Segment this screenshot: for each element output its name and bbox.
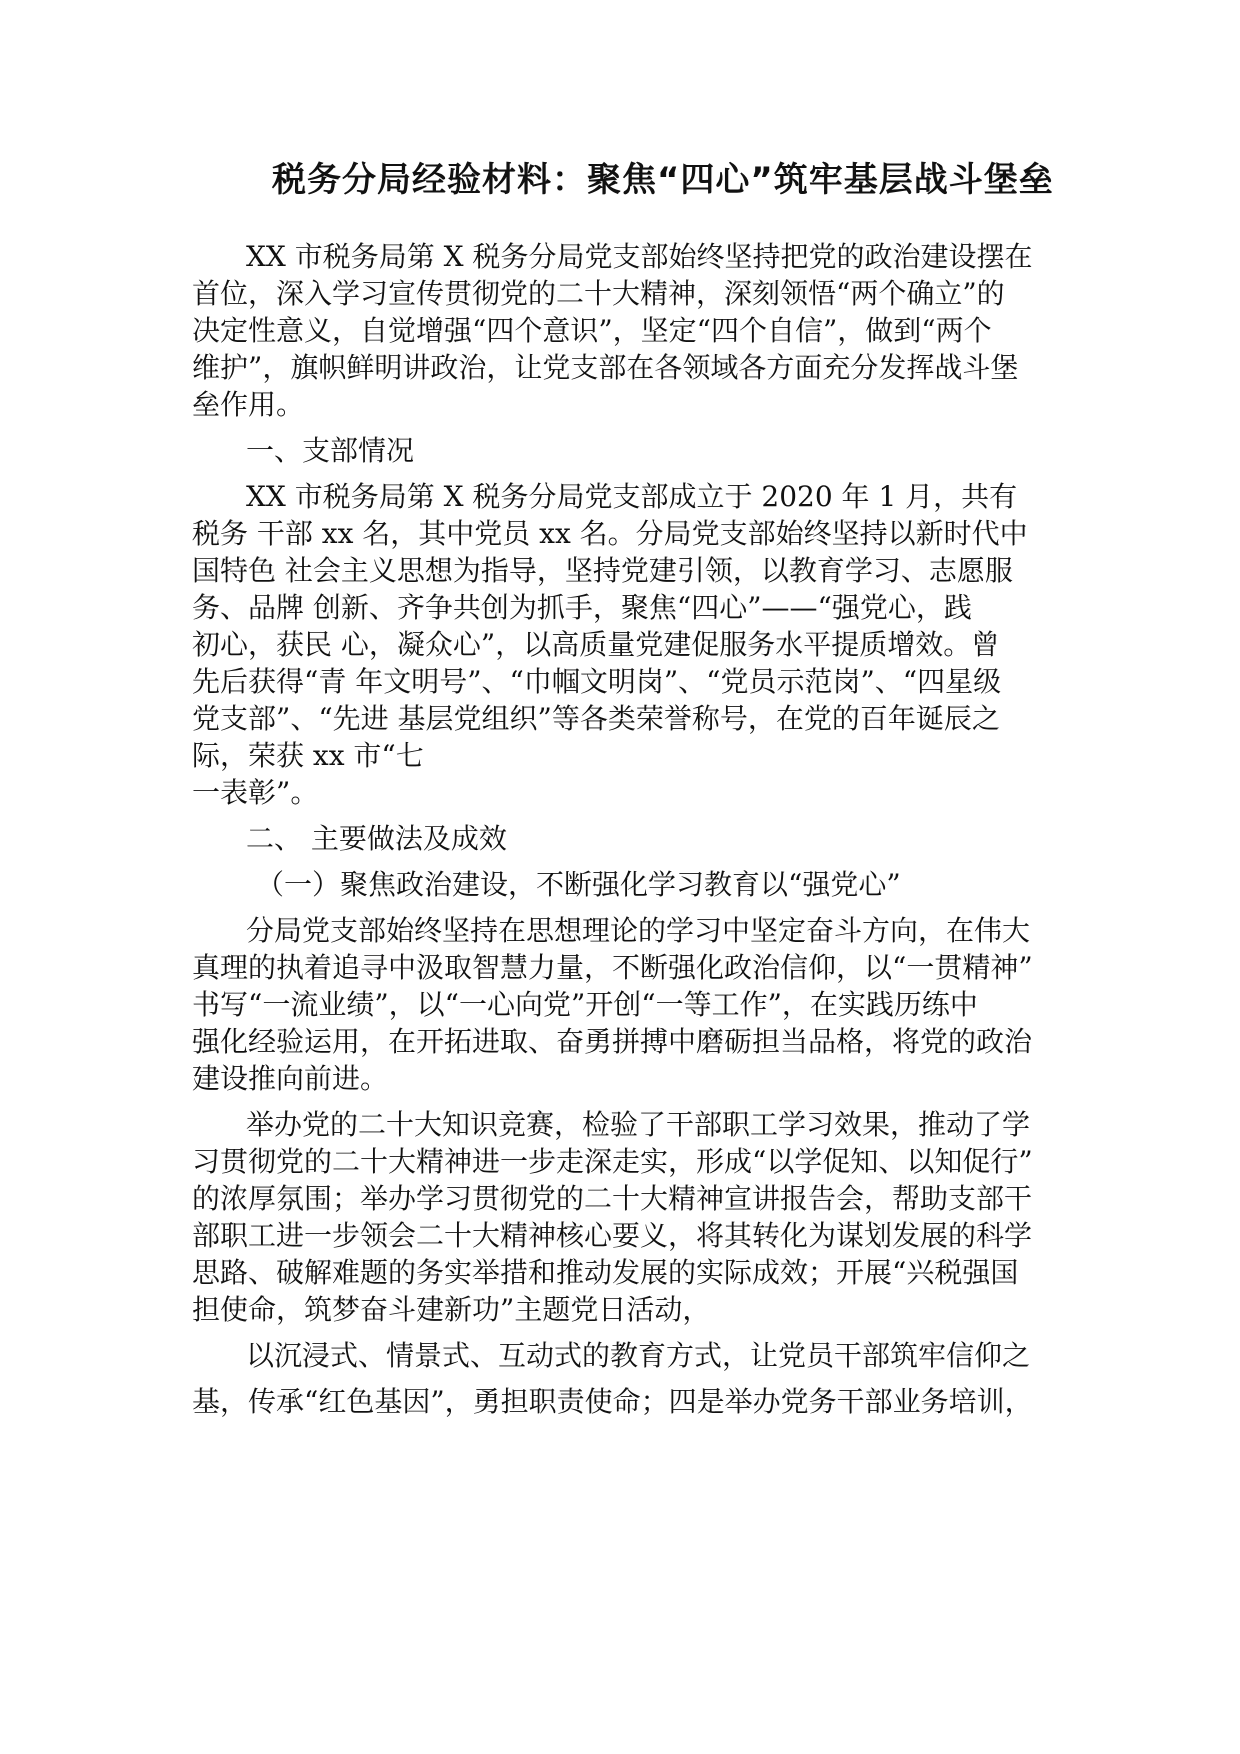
paragraph-line: 举办党的二十大知识竞赛，检验了干部职工学习效果，推动了学 xyxy=(246,1108,1031,1141)
paragraph-line: 强化经验运用，在开拓进取、奋勇拼搏中磨砺担当品格，将党的政治 xyxy=(192,1025,1033,1058)
document-title: 税务分局经验材料：聚焦“四心”筑牢基层战斗堡垒 xyxy=(272,160,1054,200)
paragraph-line: 基，传承“红色基因”，勇担职责使命；四是举办党务干部业务培训， xyxy=(192,1385,1033,1418)
paragraph-line: 以沉浸式、情景式、互动式的教育方式，让党员干部筑牢信仰之 xyxy=(246,1339,1031,1372)
paragraph-line: 税务 干部 xx 名，其中党员 xx 名。分局党支部始终坚持以新时代中 xyxy=(192,517,1028,550)
paragraph-line: 国特色 社会主义思想为指导，坚持党建引领，以教育学习、志愿服 xyxy=(192,554,1013,587)
paragraph-line: 初心，获民 心，凝众心”，以高质量党建促服务水平提质增效。曾 xyxy=(192,628,1000,661)
paragraph-line: 先后获得“青 年文明号”、“巾帼文明岗”、“党员示范岗”、“四星级 xyxy=(192,665,1002,698)
section-heading: 二、 主要做法及成效 xyxy=(246,822,507,855)
paragraph-line: 首位，深入学习宣传贯彻党的二十大精神，深刻领悟“两个确立”的 xyxy=(192,277,1005,310)
paragraph-line: 部职工进一步领会二十大精神核心要义，将其转化为谋划发展的科学 xyxy=(192,1219,1033,1252)
paragraph-line: 决定性意义，自觉增强“四个意识”，坚定“四个自信”，做到“两个 xyxy=(192,314,992,347)
paragraph-line: 分局党支部始终坚持在思想理论的学习中坚定奋斗方向，在伟大 xyxy=(246,914,1031,947)
paragraph-line: 习贯彻党的二十大精神进一步走深走实，形成“以学促知、以知促行” xyxy=(192,1145,1033,1178)
paragraph-line: 真理的执着追寻中汲取智慧力量，不断强化政治信仰，以“一贯精神” xyxy=(192,951,1033,984)
paragraph-line: 思路、破解难题的务实举措和推动发展的实际成效；开展“兴税强国 xyxy=(192,1256,1019,1289)
paragraph-line: 际，荣获 xx 市“七 xyxy=(192,739,424,772)
section-heading: 一、支部情况 xyxy=(246,434,415,467)
paragraph-line: 维护”，旗帜鲜明讲政治，让党支部在各领域各方面充分发挥战斗堡 xyxy=(192,351,1019,384)
paragraph-line: 垒作用。 xyxy=(192,388,305,421)
paragraph-line: 一表彰”。 xyxy=(192,776,319,809)
paragraph-line: 书写“一流业绩”，以“一心向党”开创“一等工作”，在实践历练中 xyxy=(192,988,978,1021)
paragraph-line: XX 市税务局第 X 税务分局党支部成立于 2020 年 1 月，共有 xyxy=(246,480,1018,513)
paragraph-line: 务、品牌 创新、齐争共创为抓手，聚焦“四心”——“强党心，践 xyxy=(192,591,972,624)
paragraph-line: XX 市税务局第 X 税务分局党支部始终坚持把党的政治建设摆在 xyxy=(246,240,1033,273)
paragraph-line: 党支部”、“先进 基层党组织”等各类荣誉称号，在党的百年诞辰之 xyxy=(192,702,1000,735)
paragraph-line: 担使命，筑梦奋斗建新功”主题党日活动， xyxy=(192,1293,711,1326)
paragraph-line: 的浓厚氛围；举办学习贯彻党的二十大精神宣讲报告会，帮助支部干 xyxy=(192,1182,1033,1215)
subsection-heading: （一）聚焦政治建设，不断强化学习教育以“强党心” xyxy=(256,868,901,901)
document-body xyxy=(192,238,1072,1420)
paragraph-line: 建设推向前进。 xyxy=(192,1062,389,1095)
